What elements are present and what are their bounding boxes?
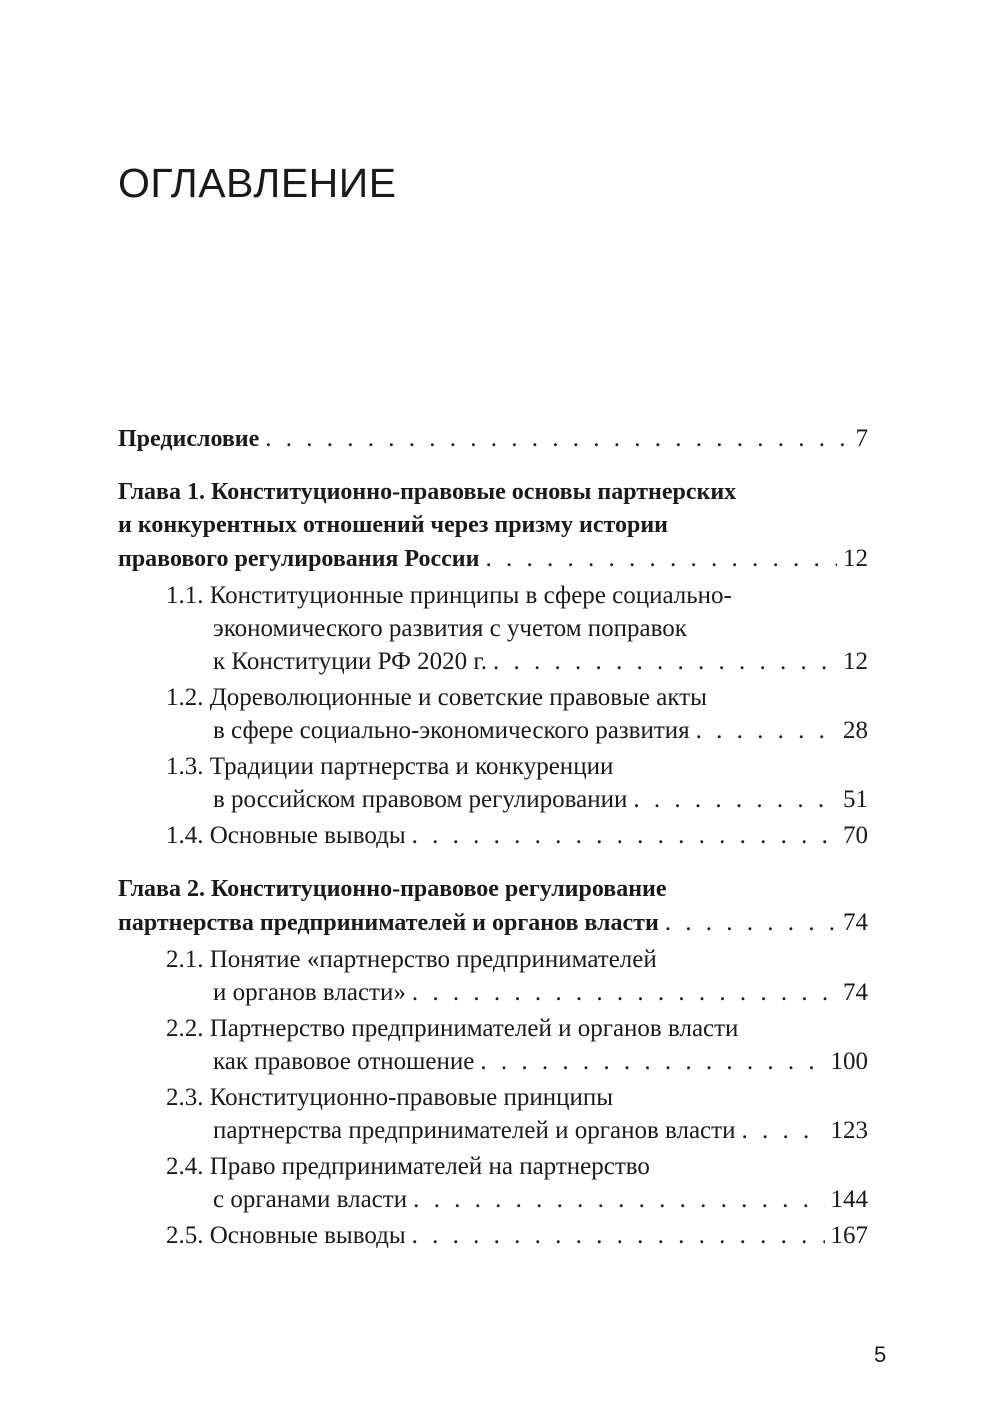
page-number: 12	[843, 648, 868, 675]
page-number: 70	[843, 822, 868, 849]
toc-entry-section-1-1[interactable]	[118, 579, 868, 678]
section-title-line: Традиции партнерства и конкуренции	[209, 753, 614, 780]
dot-leader	[412, 976, 837, 1009]
section-title-line: партнерства предпринимателей и органов власти	[213, 1117, 736, 1144]
section-number: 1.2.	[166, 684, 204, 711]
section-title-line: в российском правовом регулировании	[213, 786, 628, 813]
toc-entry-section-2-2[interactable]	[118, 1012, 868, 1078]
toc-entry-section-2-4[interactable]	[118, 1150, 868, 1216]
toc-entry-section-2-3[interactable]	[118, 1081, 868, 1147]
chapter-title-line: и конкурентных отношений через призму истории	[118, 512, 668, 538]
section-number: 1.4.	[166, 822, 204, 849]
dot-leader	[665, 906, 837, 939]
section-number: 2.1.	[166, 946, 204, 973]
chapter-spacer	[118, 855, 868, 873]
toc-entry-section-1-4[interactable]	[118, 819, 868, 852]
table-of-contents	[118, 422, 868, 1255]
preface-title: Предисловие	[118, 426, 260, 452]
page-number: 144	[830, 1186, 868, 1213]
dot-leader	[412, 819, 837, 852]
section-title-line: экономического развития с учетом поправок	[213, 615, 687, 642]
toc-entry-preface[interactable]	[118, 422, 868, 456]
dot-leader	[696, 714, 837, 747]
section-title-line: к Конституции РФ 2020 г.	[213, 648, 487, 675]
section-number: 2.5.	[166, 1222, 204, 1249]
toc-entry-section-2-1[interactable]	[118, 943, 868, 1009]
section-title-line: и органов власти»	[213, 979, 406, 1006]
dot-leader	[741, 1114, 824, 1147]
chapter-title-line: Глава 2. Конституционно-правовое регулирование	[118, 876, 667, 902]
chapter-title-line: Глава 1. Конституционно-правовые основы партнерских	[118, 479, 737, 505]
page-number: 12	[843, 545, 868, 572]
section-number: 2.3.	[166, 1084, 204, 1111]
section-title-line: Партнерство предпринимателей и органов власти	[209, 1015, 739, 1042]
section-title-line: Дореволюционные и советские правовые акты	[209, 684, 707, 711]
chapter-title-line: партнерства предпринимателей и органов власти	[118, 910, 659, 936]
dot-leader	[493, 645, 837, 678]
page-number: 123	[830, 1117, 868, 1144]
toc-entry-chapter-1[interactable]	[118, 476, 868, 576]
dot-leader	[480, 1045, 824, 1078]
toc-entry-section-1-3[interactable]	[118, 750, 868, 816]
section-number: 2.4.	[166, 1153, 204, 1180]
section-title-line: Основные выводы	[209, 1222, 406, 1249]
section-title-line: Конституционно-правовые принципы	[209, 1084, 614, 1111]
page-number: 74	[843, 979, 868, 1006]
dot-leader	[485, 542, 837, 575]
dot-leader	[412, 1219, 825, 1252]
section-number: 1.1.	[166, 582, 204, 609]
section-number: 2.2.	[166, 1015, 204, 1042]
section-title-line: Конституционные принципы в сфере социально-	[209, 582, 732, 609]
dot-leader	[265, 422, 849, 455]
section-number: 1.3.	[166, 753, 204, 780]
toc-entry-section-1-2[interactable]	[118, 681, 868, 747]
dot-leader	[413, 1183, 824, 1216]
page-number: 28	[843, 717, 868, 744]
section-title-line: с органами власти	[213, 1186, 408, 1213]
toc-entry-chapter-2[interactable]	[118, 873, 868, 940]
page-folio: 5	[874, 1342, 887, 1367]
toc-entry-section-2-5[interactable]	[118, 1219, 868, 1252]
page-number: 7	[855, 425, 868, 452]
page-number: 100	[830, 1048, 868, 1075]
section-title-line: Право предпринимателей на партнерство	[209, 1153, 650, 1180]
section-title-line: Основные выводы	[209, 822, 406, 849]
page-number: 167	[830, 1222, 868, 1249]
dot-leader	[633, 783, 837, 816]
section-title-line: Понятие «партнерство предпринимателей	[209, 946, 657, 973]
page-number: 51	[843, 786, 868, 813]
page-heading: ОГЛАВЛЕНИЕ	[118, 160, 397, 206]
page-number: 74	[843, 909, 868, 936]
section-title-line: в сфере социально-экономического развития	[213, 717, 690, 744]
chapter-title-line: правового регулирования России	[118, 546, 480, 572]
section-title-line: как правовое отношение	[213, 1048, 475, 1075]
